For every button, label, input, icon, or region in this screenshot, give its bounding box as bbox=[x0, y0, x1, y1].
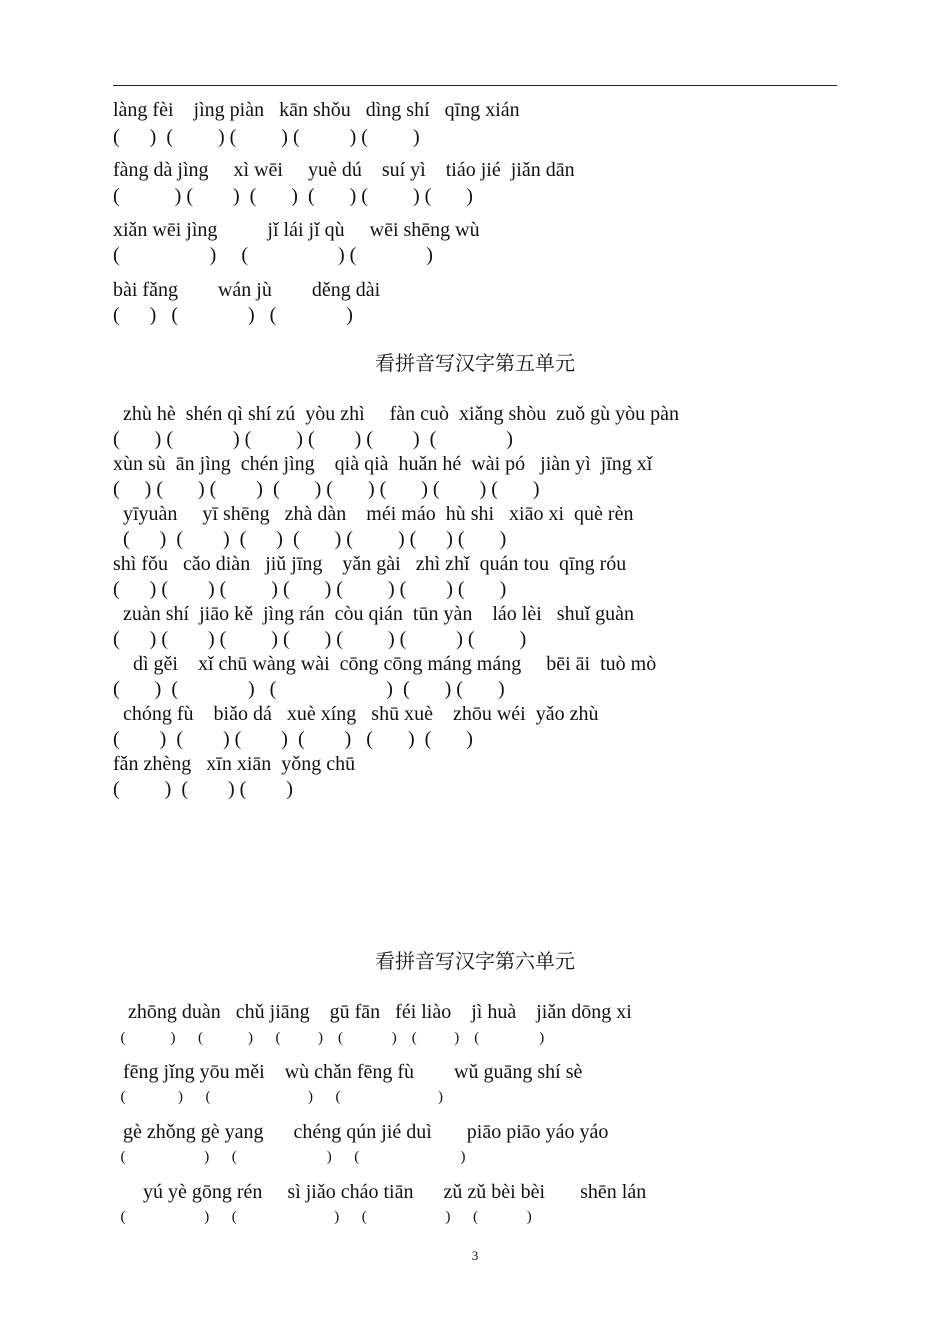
pinyin-line: dì gěi xǐ chū wàng wài cōng cōng máng máng bēi āi tuò mò bbox=[113, 653, 657, 675]
answer-blank-line[interactable]: ( ) ( ) ( ) ( ) ( ) ( ) ( ) bbox=[113, 578, 507, 600]
pinyin-line: yīyuàn yī shēng zhà dàn méi máo hù shi xiāo xi què rèn bbox=[113, 503, 634, 525]
pinyin-line: shì fǒu cǎo diàn jiǔ jīng yǎn gài zhì zhǐ quán tou qīng róu bbox=[113, 553, 627, 575]
answer-blank-line[interactable]: ( ) ( ) ( ) ( ) bbox=[113, 1209, 532, 1225]
answer-blank-line[interactable]: ( ) ( ) ( ) ( ) ( ) ( ) ( ) bbox=[113, 628, 527, 650]
section-title-unit5: 看拼音写汉字第五单元 bbox=[375, 351, 575, 375]
pinyin-line: làng fèi jìng piàn kān shǒu dìng shí qīng xián bbox=[113, 99, 520, 121]
pinyin-line: fēng jǐng yōu měi wù chǎn fēng fù wǔ guāng shí sè bbox=[113, 1061, 583, 1083]
page-number: 3 bbox=[471, 1248, 479, 1263]
pinyin-line: zhù hè shén qì shí zú yòu zhì fàn cuò xiǎng shòu zuǒ gù yòu pàn bbox=[113, 403, 680, 425]
answer-blank-line[interactable]: ( ) ( ) ( ) ( ) ( ) ( ) bbox=[113, 428, 513, 450]
answer-blank-line[interactable]: ( ) ( ) ( ) bbox=[113, 304, 353, 326]
pinyin-line: xiǎn wēi jìng jǐ lái jǐ qù wēi shēng wù bbox=[113, 219, 480, 241]
answer-blank-line[interactable]: ( ) ( ) ( ) bbox=[113, 778, 293, 800]
pinyin-line: xùn sù ān jìng chén jìng qià qià huǎn hé wài pó jiàn yì jīng xǐ bbox=[113, 453, 653, 475]
answer-blank-line[interactable]: ( ) ( ) ( ) bbox=[113, 1149, 466, 1165]
pinyin-line: chóng fù biǎo dá xuè xíng shū xuè zhōu wéi yǎo zhù bbox=[113, 703, 599, 725]
answer-blank-line[interactable]: ( ) ( ) ( ) bbox=[113, 1089, 443, 1105]
answer-blank-line[interactable]: ( ) ( ) ( ) ( ) ( ) ( ) ( ) ( ) bbox=[113, 478, 540, 500]
pinyin-line: zhōng duàn chǔ jiāng gū fān féi liào jì huà jiǎn dōng xi bbox=[113, 1001, 632, 1023]
pinyin-line: gè zhǒng gè yang chéng qún jié duì piāo piāo yáo yáo bbox=[113, 1121, 609, 1143]
answer-blank-line[interactable]: ( ) ( ) ( ) ( ) ( ) ( ) ( ) bbox=[113, 528, 507, 550]
answer-blank-line[interactable]: ( ) ( ) ( ) bbox=[113, 244, 433, 266]
answer-blank-line[interactable]: ( ) ( ) ( ) ( ) ( ) ( ) bbox=[113, 728, 473, 750]
answer-blank-line[interactable]: ( ) ( ) ( ) ( ) ( ) bbox=[113, 678, 505, 700]
pinyin-line: bài fǎng wán jù děng dài bbox=[113, 279, 381, 301]
answer-blank-line[interactable]: ( ) ( ) ( ) ( ) ( ) ( ) bbox=[113, 1030, 545, 1046]
pinyin-line: zuàn shí jiāo kě jìng rán còu qián tūn yàn láo lèi shuǐ guàn bbox=[113, 603, 634, 625]
section-title-unit6: 看拼音写汉字第六单元 bbox=[375, 949, 575, 973]
header-rule bbox=[113, 85, 837, 86]
pinyin-line: yú yè gōng rén sì jiǎo cháo tiān zǔ zǔ bèi bèi shēn lán bbox=[113, 1181, 647, 1203]
answer-blank-line[interactable]: ( ) ( ) ( ) ( ) ( ) bbox=[113, 126, 420, 148]
pinyin-line: fàng dà jìng xì wēi yuè dú suí yì tiáo jié jiǎn dān bbox=[113, 159, 575, 181]
pinyin-line: fǎn zhèng xīn xiān yǒng chū bbox=[113, 753, 356, 775]
answer-blank-line[interactable]: ( ) ( ) ( ) ( ) ( ) ( ) bbox=[113, 185, 473, 207]
